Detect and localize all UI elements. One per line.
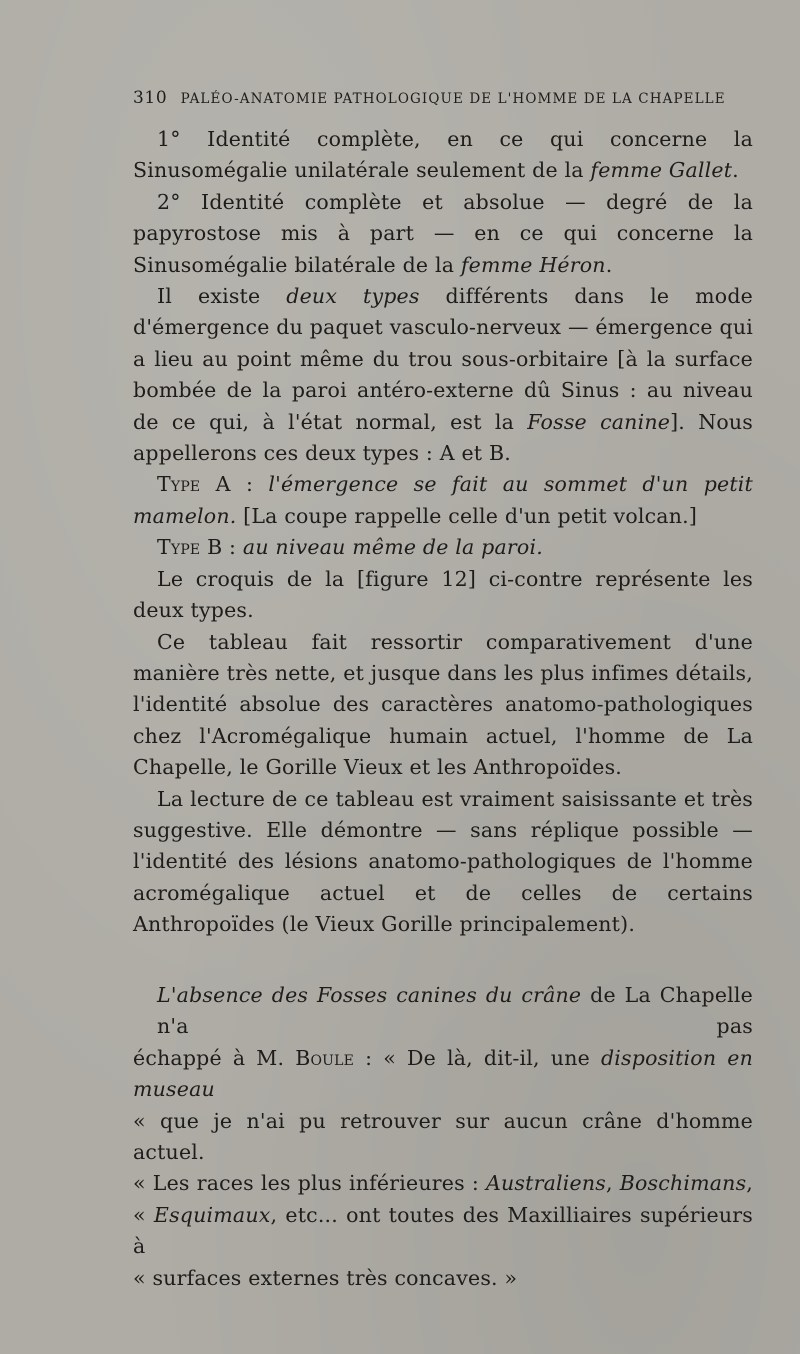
type-a-note: [La coupe rappelle celle d'un petit volcan.] bbox=[236, 503, 698, 528]
quote-line-4-text: « Les races les plus inférieures : bbox=[133, 1171, 486, 1196]
quote-line-6: « surfaces externes très concaves. » bbox=[133, 1265, 518, 1290]
type-a-description: l'émergence se fait au sommet d'un petit mamelon. bbox=[133, 472, 753, 528]
quote-line-4-emphasis-2: Boschimans bbox=[619, 1171, 747, 1196]
quote-line-2-emphasis: disposition en museau bbox=[133, 1045, 753, 1102]
quote-line-5-text: , etc... ont toutes des Maxilliaires supérieurs à bbox=[133, 1202, 753, 1259]
paragraph-2-end: . bbox=[605, 252, 613, 277]
paragraph-3-text: Il existe bbox=[157, 284, 287, 309]
paragraph-2-text: 2° Identité complète et absolue — degré de la papyrostose mis à part — en ce qui concerne la Sinusomégalie bilatérale de la bbox=[133, 189, 753, 277]
type-b-label: Type bbox=[157, 535, 201, 560]
type-a-label: Type bbox=[157, 472, 201, 497]
quote-line-1-emphasis: L'absence des Fosses canines du crâne bbox=[157, 983, 582, 1007]
running-title: PALÉO-ANATOMIE PATHOLOGIQUE DE L'HOMME DE LA CHAPELLE bbox=[180, 91, 726, 107]
paragraph-3-emphasis-2: Fosse canine bbox=[527, 409, 671, 434]
paragraph-3-emphasis: deux types bbox=[286, 284, 420, 309]
paragraph-7: Ce tableau fait ressortir comparativement d'une manière très nette, et jusque dans les plus infimes détails, l'identité absolue des caractères anatomo-pathologiques chez l'Acromégalique humain actuel, l'homme de La Chapelle, le Gorille Vieux et les Anthropoïdes. bbox=[133, 629, 753, 780]
quote-line-4-end: , bbox=[746, 1171, 754, 1196]
paragraph-6: Le croquis de la [figure 12] ci-contre représente les deux types. bbox=[133, 566, 753, 623]
paragraph-8: La lecture de ce tableau est vraiment saisissante et très suggestive. Elle démontre — sans réplique possible — l'identité des lésions anatomo-pathologiques de l'homme acromégalique actuel et de celles de certains Anthropoïdes (le Vieux Gorille principalement). bbox=[133, 786, 753, 937]
paragraph-1-end: . bbox=[732, 158, 739, 183]
paragraph-3-text-2: différents dans le mode d'émergence du paquet vasculo-nerveux — émergence qui a lieu au point même du trou sous-orbitaire [à la surface bombée de la paroi antéro-externe dû Sinus : au niveau de ce qui, à l'état normal, est la bbox=[133, 284, 753, 434]
quote-line-4-emphasis: Australiens bbox=[486, 1171, 606, 1196]
quote-line-5-emphasis: Esquimaux bbox=[153, 1202, 271, 1227]
quote-block bbox=[133, 980, 753, 1294]
quote-line-4 bbox=[133, 1168, 753, 1199]
paragraph-type-b bbox=[133, 532, 753, 563]
quote-line-4-comma: , bbox=[605, 1171, 620, 1196]
quote-line-5-mark: « bbox=[133, 1202, 154, 1227]
page-number: 310 bbox=[133, 88, 168, 108]
quote-line-1 bbox=[133, 980, 753, 1043]
running-head bbox=[133, 88, 733, 108]
paragraph-3-end: ]. Nous appellerons ces deux types : A et B. bbox=[133, 409, 753, 466]
paragraph-1-text: 1° Identité complète, en ce qui concerne la Sinusomégalie unilatérale seulement de la bbox=[133, 127, 753, 183]
paragraph-3 bbox=[133, 281, 753, 469]
paragraph-2 bbox=[133, 187, 753, 281]
quote-line-2-text-2: : « De là, dit-il, une bbox=[354, 1045, 601, 1070]
body-text bbox=[133, 124, 753, 941]
type-a-letter: A : bbox=[200, 472, 269, 497]
quote-line-3: « que je n'ai pu retrouver sur aucun crâne d'homme actuel. bbox=[133, 1108, 753, 1165]
paragraph-type-a bbox=[133, 469, 753, 532]
quote-line-1-text: de La Chapelle n'a pas bbox=[157, 983, 754, 1039]
type-b-description: au niveau même de la paroi. bbox=[242, 535, 543, 560]
paragraph-2-emphasis: femme Héron bbox=[460, 252, 606, 277]
quote-line-2-text: échappé à M. bbox=[133, 1045, 296, 1070]
paragraph-1 bbox=[133, 124, 753, 187]
type-b-letter: B : bbox=[200, 535, 243, 560]
quote-author: Boule bbox=[295, 1045, 355, 1070]
quote-line-2 bbox=[133, 1043, 753, 1106]
quote-line-5 bbox=[133, 1200, 753, 1263]
paragraph-1-emphasis: femme Gallet bbox=[590, 158, 733, 183]
